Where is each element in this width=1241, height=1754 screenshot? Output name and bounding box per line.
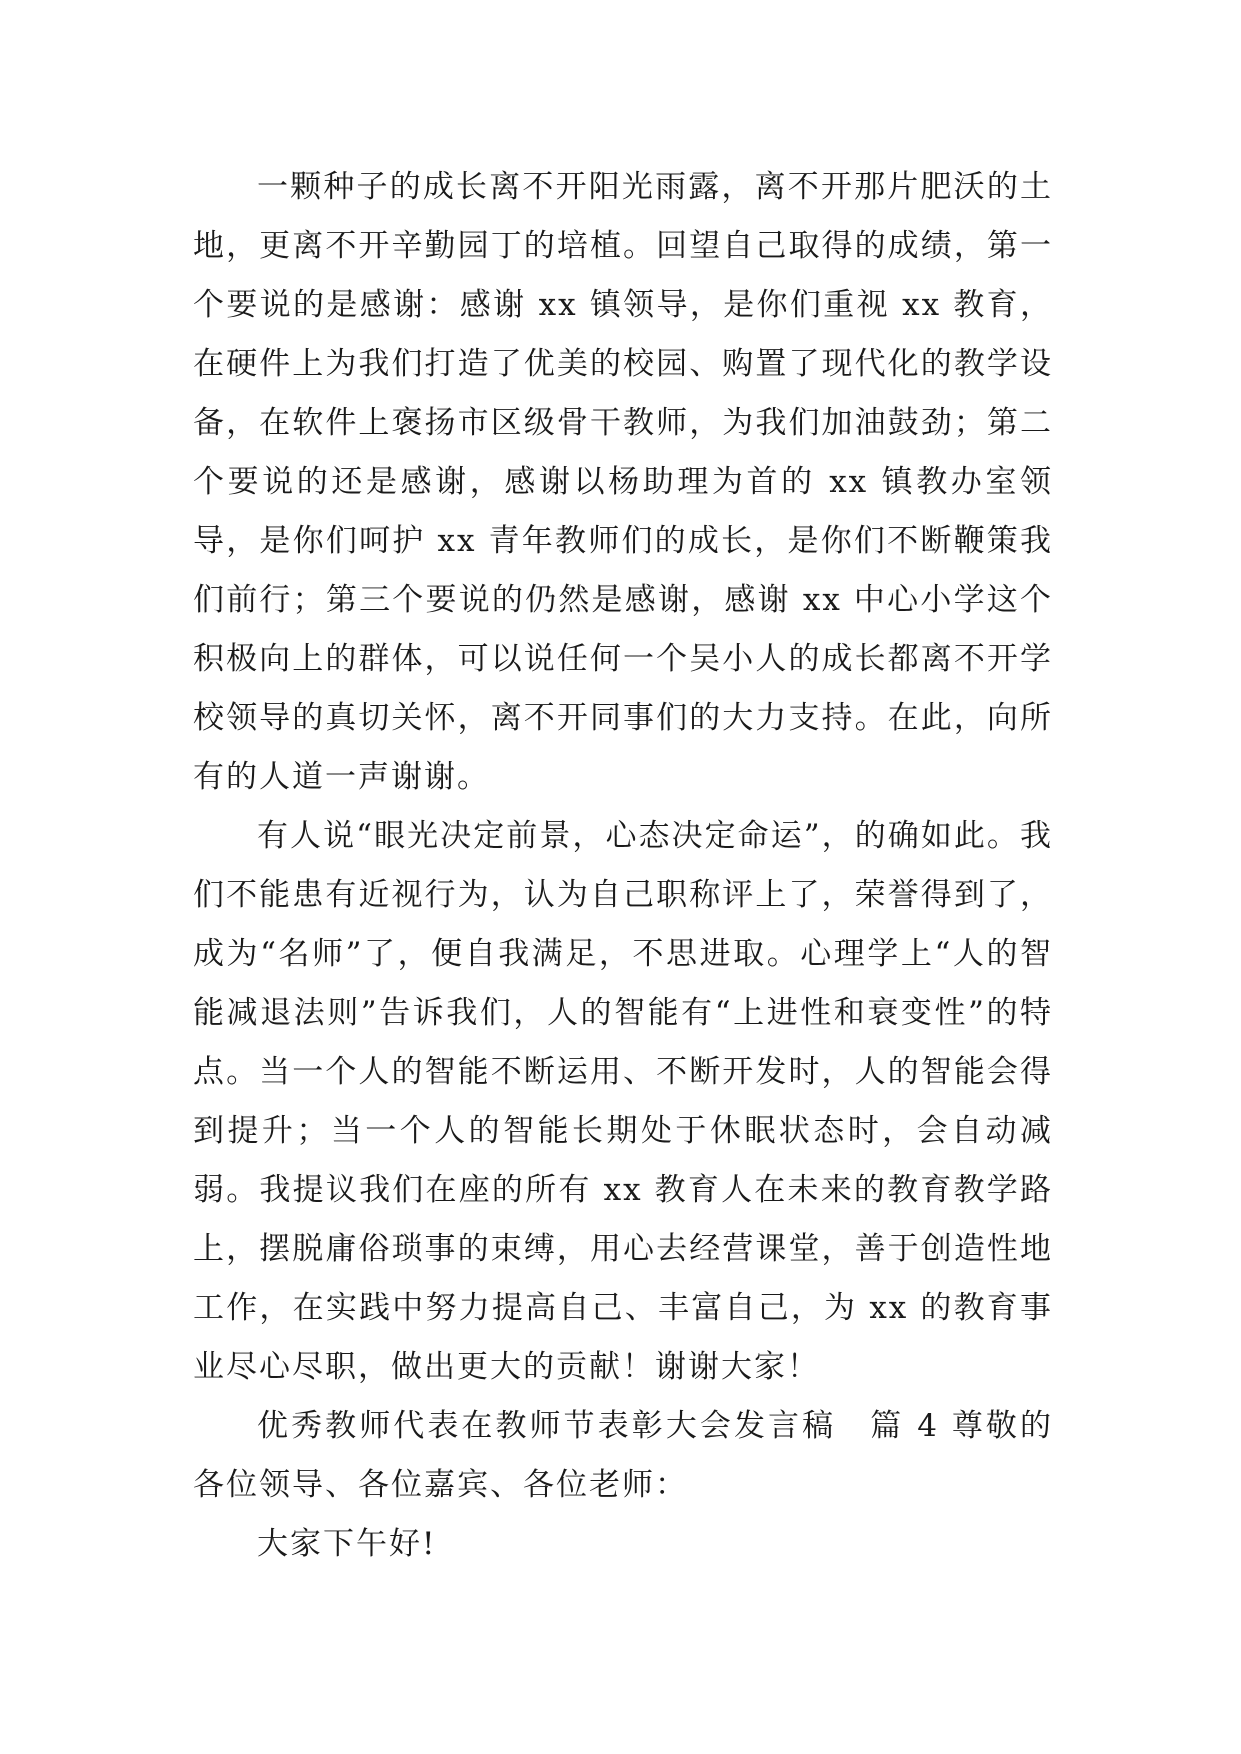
paragraph-gratitude: 一颗种子的成长离不开阳光雨露，离不开那片肥沃的土地，更离不开辛勤园丁的培植。回望自己取得的成绩，第一个要说的是感谢：感谢 xx 镇领导，是你们重视 xx 教育，在硬件上为我们打造了优美的校园、购置了现代化的教学设备，在软件上褒扬市区级骨干教师，为我们加油鼓劲；第二个要说的还是感谢，感谢以杨助理为首的 xx 镇教办室领导，是你们呵护 xx 青年教师们的成长，是你们不断鞭策我们前行；第三个要说的仍然是感谢，感谢 xx 中心小学这个积极向上的群体，可以说任何一个吴小人的成长都离不开学校领导的真切关怀，离不开同事们的大力支持。在此，向所有的人道一声谢谢。 [193, 169, 1053, 795]
document-body [193, 158, 1053, 1574]
paragraph-mindset: 有人说“眼光决定前景，心态决定命运”，的确如此。我们不能患有近视行为，认为自己职称评上了，荣誉得到了，成为“名师”了，便自我满足，不思进取。心理学上“人的智能减退法则”告诉我们，人的智能有“上进性和衰变性”的特点。当一个人的智能不断运用、不断开发时，人的智能会得到提升；当一个人的智能长期处于休眠状态时，会自动减弱。我提议我们在座的所有 xx 教育人在未来的教育教学路上，摆脱庸俗琐事的束缚，用心去经营课堂，善于创造性地工作，在实践中努力提高自己、丰富自己，为 xx 的教育事业尽心尽职，做出更大的贡献！谢谢大家！ [193, 818, 1053, 1385]
paragraph-speech-heading: 优秀教师代表在教师节表彰大会发言稿 篇 4 尊敬的各位领导、各位嘉宾、各位老师： [193, 1408, 1053, 1503]
paragraph-greeting: 大家下午好! [257, 1526, 437, 1562]
